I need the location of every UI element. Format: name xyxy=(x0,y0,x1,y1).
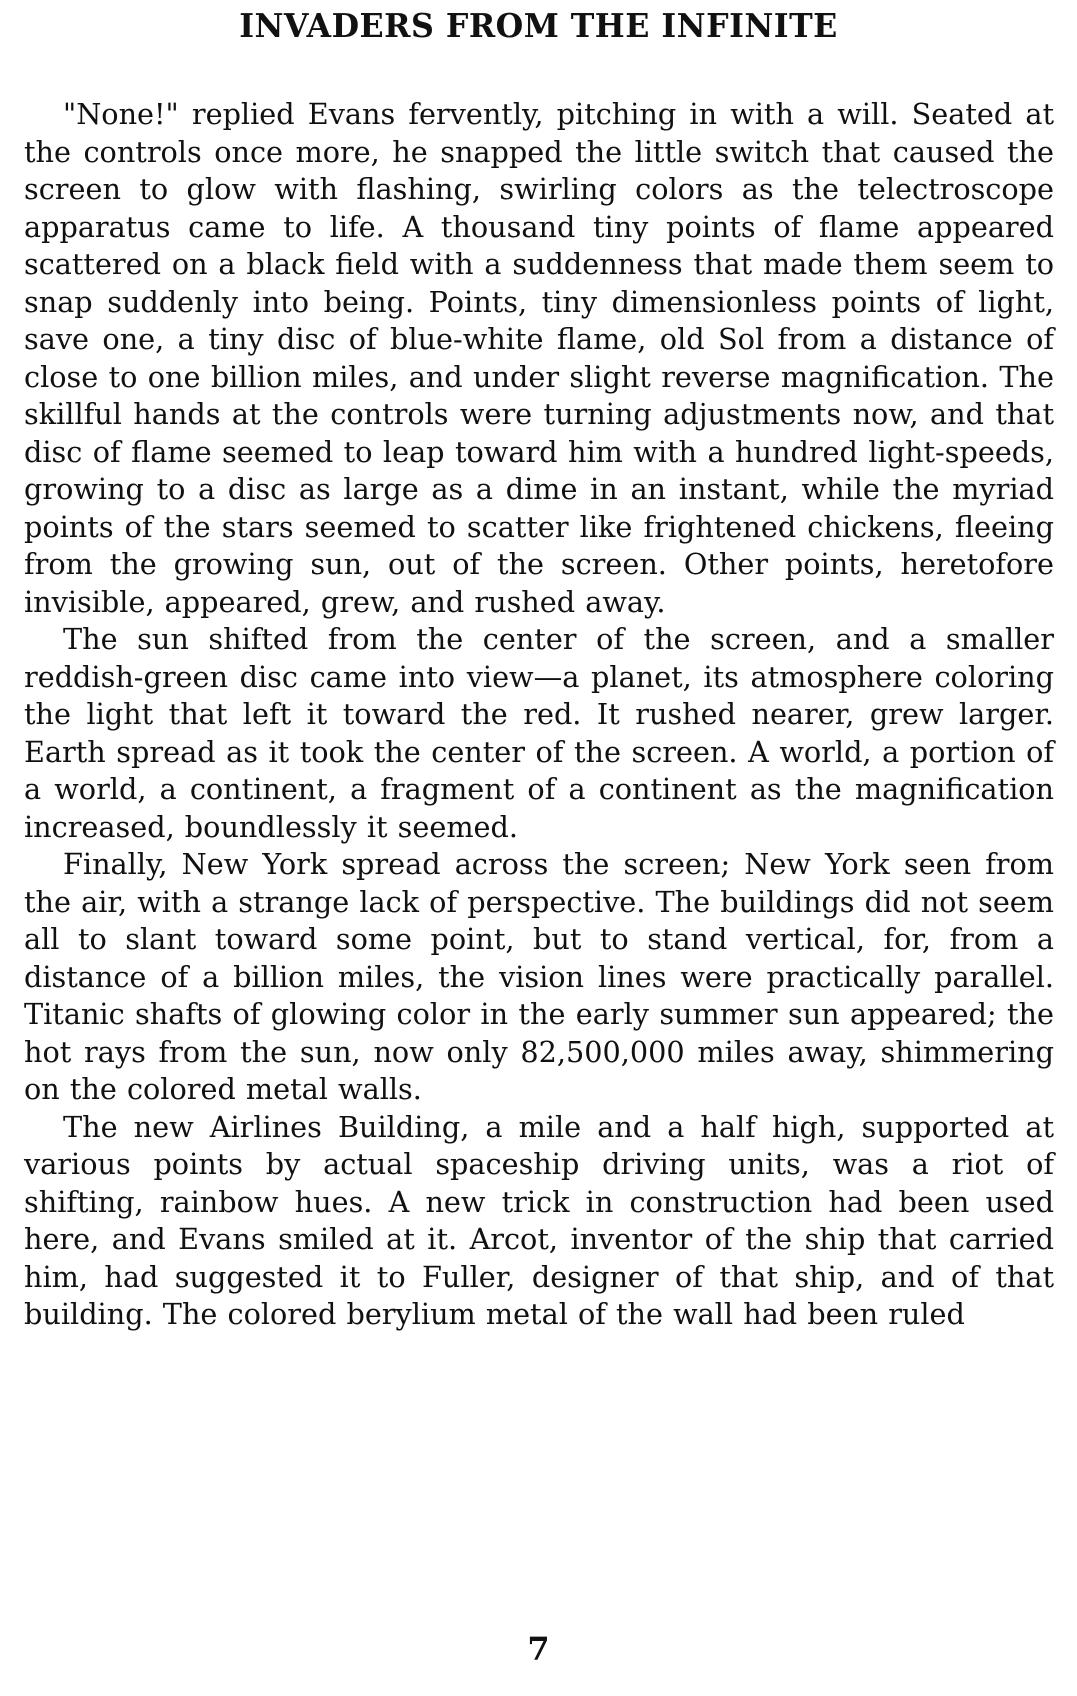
body-text xyxy=(24,96,1054,1334)
page-number: 7 xyxy=(527,1630,550,1668)
paragraph-3: Finally, New York spread across the screen; New York seen from the air, with a strange lack of perspective. The buildings did not seem all to slant toward some point, but to stand vertical, for, from a distance of a billion miles, the vision lines were practically parallel. Titanic shafts of glowing color in the early summer sun appeared; the hot rays from the sun, now only 82,500,000 miles away, shimmering on the colored metal walls. xyxy=(24,847,1054,1106)
running-head: INVADERS FROM THE INFINITE xyxy=(239,6,838,45)
paragraph-1: "None!" replied Evans fervently, pitching in with a will. Seated at the controls once more, he snapped the little switch that caused the screen to glow with flashing, swirling colors as the telectroscope apparatus came to life. A thousand tiny points of flame appeared scattered on a black field with a suddenness that made them seem to snap suddenly into being. Points, tiny dimensionless points of light, save one, a tiny disc of blue-white flame, old Sol from a distance of close to one billion miles, and under slight reverse magnification. The skillful hands at the controls were turning adjustments now, and that disc of flame seemed to leap toward him with a hundred light-speeds, growing to a disc as large as a dime in an instant, while the myriad points of the stars seemed to scatter like frightened chickens, fleeing from the growing sun, out of the screen. Other points, heretofore invisible, appeared, grew, and rushed away. xyxy=(24,97,1054,619)
paragraph-2: The sun shifted from the center of the screen, and a smaller reddish-green disc came into view—a planet, its atmosphere coloring the light that left it toward the red. It rushed nearer, grew larger. Earth spread as it took the center of the screen. A world, a portion of a world, a continent, a fragment of a continent as the magnification increased, boundlessly it seemed. xyxy=(24,622,1054,844)
paragraph-4: The new Airlines Building, a mile and a half high, supported at various points by actual spaceship driving units, was a riot of shifting, rainbow hues. A new trick in construction had been used here, and Evans smiled at it. Arcot, inventor of the ship that carried him, had suggested it to Fuller, designer of that ship, and of that building. The colored berylium metal of the wall had been ruled xyxy=(24,1109,1054,1331)
